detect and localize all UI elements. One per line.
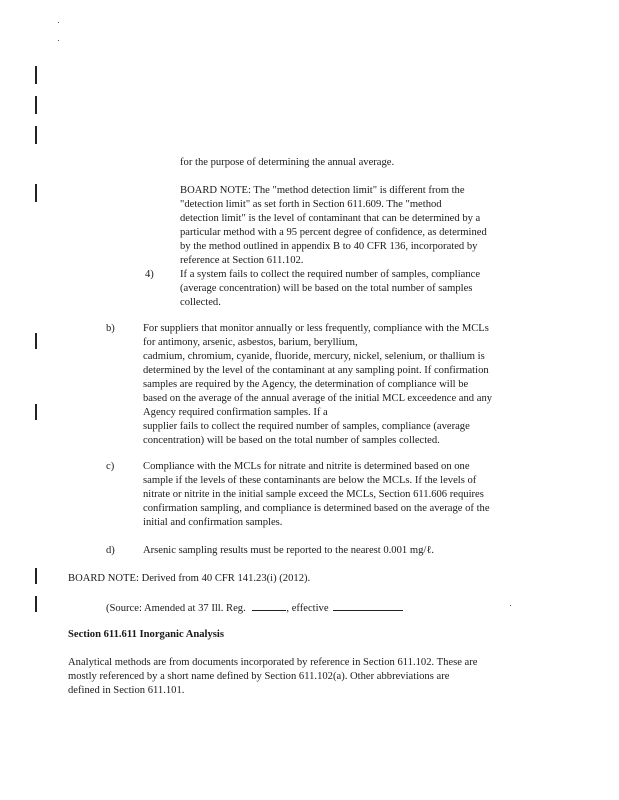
item-4-text — [180, 268, 540, 310]
source-effective: , effective — [286, 603, 329, 614]
item-d-text: Arsenic sampling results must be reported to the nearest 0.001 mg/ℓ. — [143, 545, 435, 556]
item-line: confirmation sampling, and compliance is determined based on the average of the — [143, 503, 490, 514]
item-line: For suppliers that monitor annually or less frequently, compliance with the MCLs — [143, 323, 489, 334]
change-bar — [35, 404, 37, 420]
note-line: detection limit" is the level of contaminant that can be determined by a — [180, 213, 481, 224]
scan-speck — [510, 605, 511, 606]
item-4-label: 4) — [145, 269, 154, 280]
note-line: by the method outlined in appendix B to 40 CFR 136, incorporated by — [180, 241, 478, 252]
register-page-blank — [252, 600, 286, 611]
change-bar — [35, 126, 37, 144]
item-line: (average concentration) will be based on the total number of samples — [180, 283, 473, 294]
item-line: If a system fails to collect the required number of samples, compliance — [180, 269, 481, 280]
item-line: cadmium, chromium, cyanide, fluoride, mercury, nickel, selenium, or thallium is — [143, 351, 485, 362]
item-line: Compliance with the MCLs for nitrate and nitrite is determined based on one — [143, 461, 470, 472]
item-b-label: b) — [106, 323, 115, 334]
section-body — [68, 656, 548, 698]
item-line: nitrate or nitrite in the initial sample exceed the MCLs, Section 611.606 requires — [143, 489, 484, 500]
section-heading: Section 611.611 Inorganic Analysis — [68, 629, 224, 640]
scan-speck — [58, 40, 59, 41]
change-bar — [35, 184, 37, 202]
scan-speck — [58, 22, 59, 23]
item-line: initial and confirmation samples. — [143, 517, 283, 528]
source-prefix: (Source: Amended at 37 Ill. Reg. — [106, 603, 246, 614]
item-line: supplier fails to collect the required number of samples, compliance (average — [143, 421, 470, 432]
note-line: reference at Section 611.102. — [180, 255, 304, 266]
item-b-text — [143, 322, 548, 448]
note-line: BOARD NOTE: The "method detection limit" is different from the — [180, 185, 465, 196]
item-c-label: c) — [106, 461, 115, 472]
change-bar — [35, 596, 37, 612]
item-line: concentration) will be based on the total number of samples collected. — [143, 435, 440, 446]
change-bar — [35, 96, 37, 114]
item-d-label: d) — [106, 545, 115, 556]
change-bar — [35, 568, 37, 584]
item-line: for antimony, arsenic, asbestos, barium, beryllium, — [143, 337, 358, 348]
item-line: sample if the levels of these contaminants are below the MCLs. If the levels of — [143, 475, 477, 486]
item-c-text — [143, 460, 548, 530]
note-line: "detection limit" as set forth in Section 611.609. The "method — [180, 199, 442, 210]
continuation-text: for the purpose of determining the annual average. — [180, 157, 395, 168]
change-bar — [35, 333, 37, 349]
section-line: Analytical methods are from documents incorporated by reference in Section 611.102. These are — [68, 657, 478, 668]
source-line — [106, 600, 403, 616]
item-line: based on the average of the annual average of the initial MCL exceedence and any — [143, 393, 493, 404]
board-note-derived: BOARD NOTE: Derived from 40 CFR 141.23(i) (2012). — [68, 573, 311, 584]
effective-date-blank — [333, 600, 403, 611]
section-line: mostly referenced by a short name defined by Section 611.102(a). Other abbreviations are — [68, 671, 450, 682]
item-line: collected. — [180, 297, 221, 308]
item-line: determined by the level of the contaminant at any sampling point. If confirmation — [143, 365, 489, 376]
item-line: Agency required confirmation samples. If a — [143, 407, 328, 418]
item-line: samples are required by the Agency, the determination of compliance will be — [143, 379, 469, 390]
change-bar — [35, 66, 37, 84]
section-line: defined in Section 611.101. — [68, 685, 185, 696]
note-line: particular method with a 95 percent degree of confidence, as determined — [180, 227, 487, 238]
board-note-method-detection-limit — [180, 184, 540, 268]
